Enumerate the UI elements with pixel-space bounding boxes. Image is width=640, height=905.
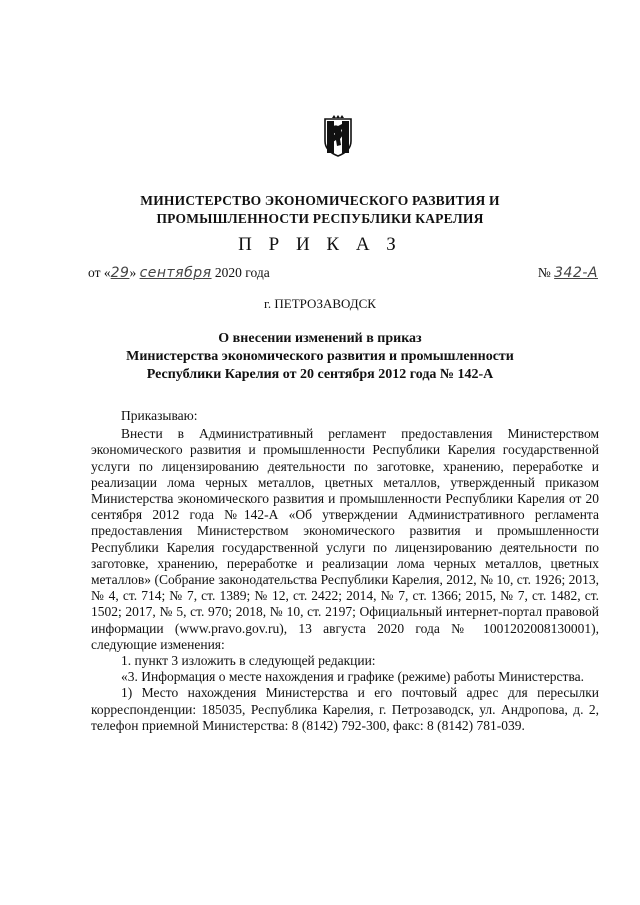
- order-body: [91, 408, 599, 734]
- subject-line3: Республики Карелия от 20 сентября 2012 года № 142-А: [146, 367, 494, 382]
- handwritten-number: 342-А: [554, 265, 598, 281]
- subject-line2: Министерства экономического развития и промышленности: [126, 349, 514, 364]
- body-paragraph-amendment: Внести в Административный регламент предоставления Министерством экономического развития и промышленности Республики Карелия государственной услуги по лицензированию деятельности по заготовке, хранению, переработке и реализации лома черных металлов, цветных металлов, утвержденный приказом Министерства экономического развития и промышленности Республики Карелия от 20 сентября 2012 года №142-А «Об утверждении Административного регламента предоставления Министерством экономического развития и промышленности Республики Карелия государственной услуги по лицензированию деятельности по заготовке, хранению, переработке и реализации лома черных металлов, цветных металлов» (Собрание законодательства Республики Карелия, 2012, № 10, ст. 1926; 2013, № 4, ст. 714; № 7, ст. 1389; № 12, ст. 2422; 2014, № 7, ст. 1366; 2015, № 7, ст. 1482, ст. 1502; 2017, № 5, ст. 970; 2018, № 10, ст. 2197; Официальный интернет-портал правовой информации (www.pravo.gov.ru), 13 августа 2020 года № 1001202008130001), следующие изменения:: [91, 426, 599, 652]
- date-year: 2020 года: [211, 265, 270, 280]
- coat-of-arms-icon: [322, 115, 354, 157]
- body-paragraph-location: 1) Место нахождения Министерства и его почтовый адрес для пересылки корреспонденции: 185035, Республика Карелия, г. Петрозаводск, ул. Андропова, д. 2, телефон приемной Министерства: 8 (8142) 792-300, факс: 8 (8142) 781-039.: [91, 685, 599, 733]
- city-name: г. ПЕТРОЗАВОДСК: [264, 296, 376, 311]
- order-date: [88, 262, 270, 284]
- date-mid: »: [129, 265, 140, 280]
- ministry-name: [60, 192, 580, 228]
- document-type-title: П Р И К А З: [238, 234, 402, 255]
- order-number: [538, 262, 598, 284]
- ministry-name-line1: МИНИСТЕРСТВО ЭКОНОМИЧЕСКОГО РАЗВИТИЯ И: [140, 193, 500, 208]
- subject-line1: О внесении изменений в приказ: [218, 331, 422, 346]
- ministry-name-line2: ПРОМЫШЛЕННОСТИ РЕСПУБЛИКИ КАРЕЛИЯ: [156, 211, 484, 226]
- date-number-line: [88, 262, 598, 284]
- body-paragraph-item1: 1. пункт 3 изложить в следующей редакции:: [121, 653, 376, 669]
- body-paragraph-order: Приказываю:: [121, 408, 198, 423]
- body-paragraph-item3: «3. Информация о месте нахождения и графике (режиме) работы Министерства.: [121, 669, 585, 685]
- date-prefix: от «: [88, 265, 111, 280]
- handwritten-day: 29: [110, 265, 130, 281]
- handwritten-month: сентября: [139, 265, 212, 281]
- order-subject: [60, 330, 580, 384]
- number-prefix: №: [537, 265, 555, 280]
